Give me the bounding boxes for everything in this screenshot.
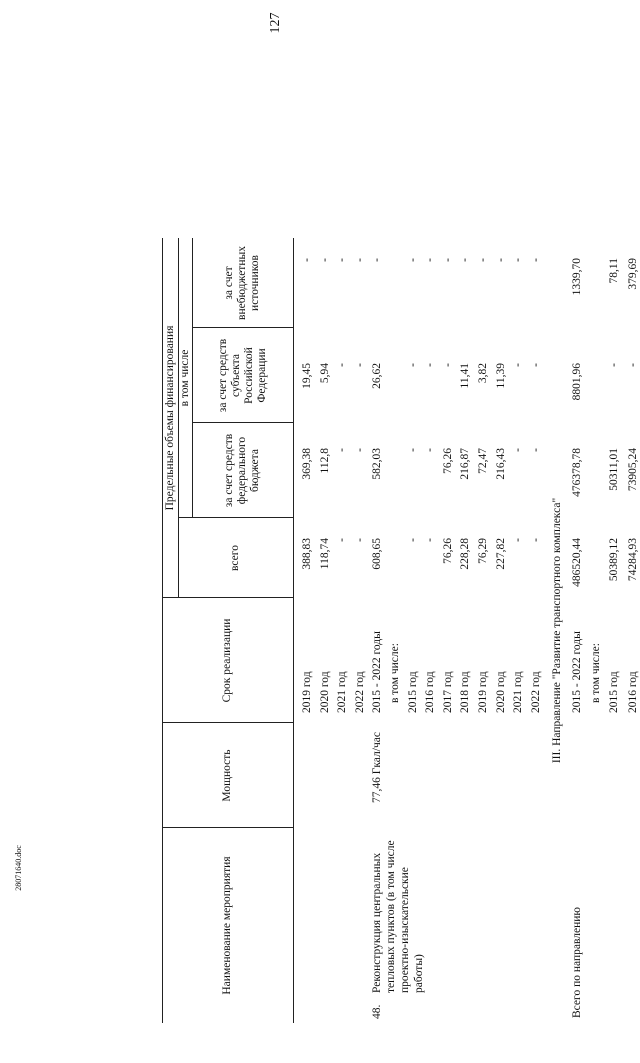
header-name: Наименование мероприятия [221,856,233,995]
cell-term: 2017 год [441,671,454,713]
cell-total: 228,28 [459,538,472,570]
cell-total: - [529,538,542,542]
header-capacity: Мощность [221,749,233,802]
cell-extra: - [336,258,349,262]
cell-extra: - [477,258,489,262]
cell-regional: 26,62 [371,363,384,389]
header-including: в том числе [178,349,191,407]
cell-regional: - [608,363,620,367]
cell-federal: - [336,448,349,452]
header-total: всего [229,545,241,571]
page-number: 127 [268,12,283,34]
cell-term: 2022 год [353,671,366,713]
cell-federal: 369,38 [301,448,313,480]
cell-extra: - [353,258,366,262]
cell-extra: - [406,258,419,262]
cell-extra: - [371,258,384,262]
cell-term: 2021 год [336,671,349,713]
cell-federal: 50311,01 [608,448,620,491]
document-code: 28071640.doc [14,845,23,891]
cell-extra: - [512,258,525,262]
cell-term: 2018 год [459,671,472,713]
cell-regional: 19,45 [301,363,313,389]
cell-term: 2015 год [406,671,419,713]
cell-capacity: 77,46 Гкал/час [371,732,384,803]
cell-extra: - [459,258,472,262]
cell-total: - [512,538,525,542]
cell-total: 227,82 [494,538,507,570]
cell-federal: 112,8 [318,448,331,474]
cell-federal: 73905,24 [626,448,639,492]
cell-regional: - [441,363,454,367]
cell-term: 2020 год [494,671,507,713]
cell-term: 2015 год [608,671,620,713]
cell-total: 76,29 [477,538,489,564]
cell-federal: 216,43 [494,448,507,480]
cell-total: 486520,44 [571,538,583,587]
cell-federal: 582,03 [371,448,384,480]
cell-federal: 476378,78 [571,448,583,497]
cell-extra: - [318,258,331,262]
cell-extra: 379,69 [626,258,639,290]
cell-federal: 216,87 [459,448,472,480]
cell-name: Реконструкция центральных тепловых пунктов (в том числе проектно-изыскательские работы) [371,840,426,993]
cell-extra: 78,11 [608,258,620,284]
header-funding-group: Предельные объемы финансирования [163,325,176,511]
cell-regional: - [626,363,639,367]
cell-term: 2021 год [512,671,525,713]
cell-extra: - [301,258,313,262]
cell-federal: 72,47 [477,448,489,474]
cell-regional: - [424,363,437,367]
cell-term: 2015 - 2022 годы [571,631,583,713]
header-regional: за счет средств субъекта Российской Федерации [216,338,268,413]
cell-term: в том числе: [389,643,401,703]
cell-term: 2019 год [477,671,489,713]
cell-regional: - [512,363,525,367]
cell-term: 2016 год [626,671,639,713]
header-term: Срок реализации [221,618,233,703]
rotated-table-page [130,203,639,1063]
cell-total: 50389,12 [608,538,620,582]
section-title: III. Направление "Развитие транспортного комплекса" [551,497,563,764]
cell-term: 2022 год [529,671,542,713]
cell-federal: - [424,448,437,452]
cell-total: - [424,538,437,542]
cell-regional: - [353,363,366,367]
header-extrabudget: за счет внебюджетных источников [223,246,261,320]
cell-regional: 3,82 [477,363,489,384]
cell-total: 388,83 [301,538,313,570]
cell-term: в том числе: [589,643,602,703]
cell-term: 2016 год [424,671,437,713]
cell-term: 2020 год [318,671,331,713]
cell-total: - [353,538,366,542]
cell-total: 74284,93 [626,538,639,582]
cell-number: 48. [371,1004,384,1019]
cell-term: 2019 год [301,671,313,713]
cell-total: - [336,538,349,542]
cell-regional: 11,41 [459,363,472,389]
cell-federal: - [529,448,542,452]
cell-regional: 5,94 [318,363,331,384]
cell-extra: 1339,70 [571,258,583,296]
cell-regional: - [529,363,542,367]
cell-regional: - [406,363,419,367]
cell-term: 2015 - 2022 годы [371,631,384,713]
header-bottom-border [293,238,294,1023]
header-federal: за счет средств федерального бюджета [223,433,261,508]
cell-extra: - [441,258,454,262]
cell-federal: - [353,448,366,452]
cell-name: Всего по направлению [571,907,583,1018]
cell-federal: 76,26 [441,448,454,474]
cell-regional: 11,39 [494,363,507,389]
cell-federal: - [406,448,419,452]
cell-federal: - [512,448,525,452]
cell-regional: - [336,363,349,367]
cell-extra: - [494,258,507,262]
cell-total: - [406,538,419,542]
cell-extra: - [529,258,542,262]
cell-total: 608,65 [371,538,384,570]
cell-extra: - [424,258,437,262]
cell-total: 118,74 [318,538,331,570]
cell-regional: 8801,96 [571,363,583,401]
cell-total: 76,26 [441,538,454,564]
